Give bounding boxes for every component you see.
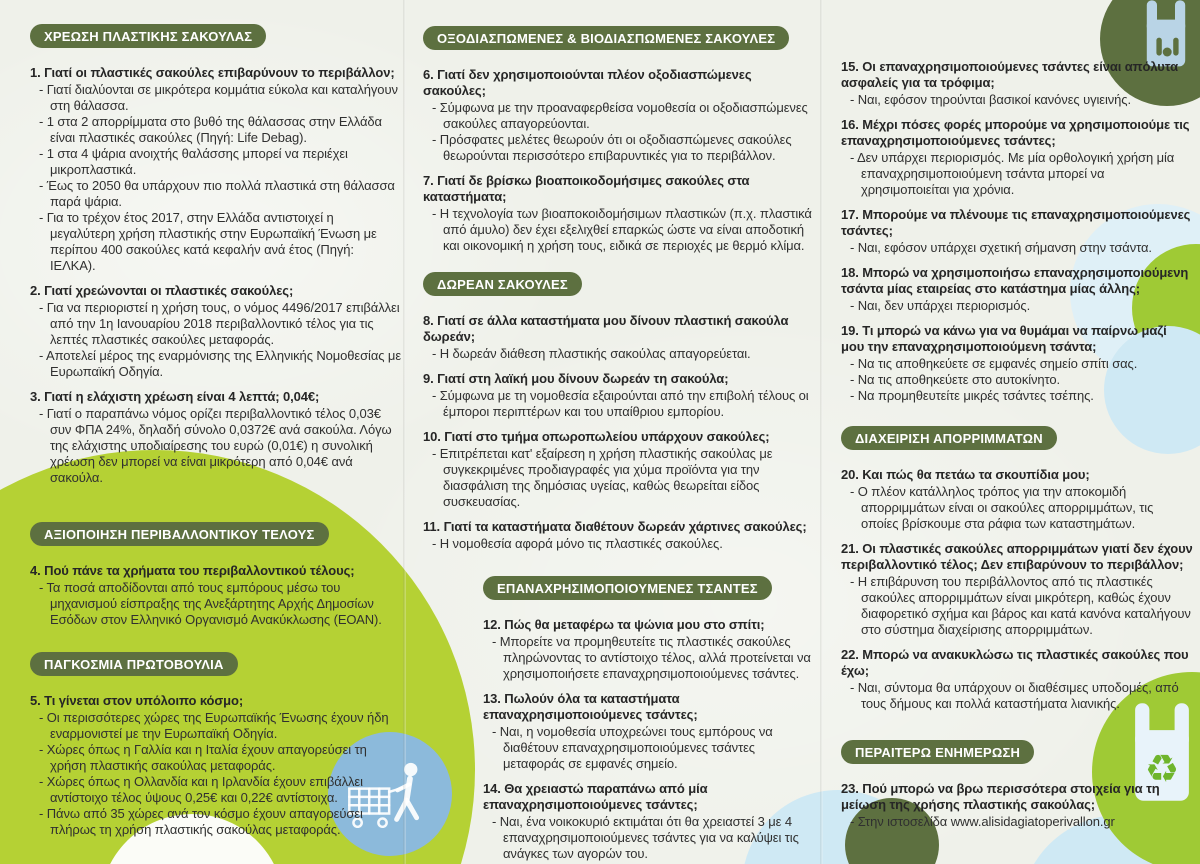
- section-header-pill: ΔΩΡΕΑΝ ΣΑΚΟΥΛΕΣ: [423, 272, 582, 296]
- qa-item: [841, 117, 1193, 198]
- section-block-1-2: [30, 522, 402, 628]
- answer: - Ναι, ένα νοικοκυριό εκτιμάται ότι θα χρειαστεί 3 με 4 επαναχρησιμοποιούμενες τσάντες για να καλύψει τις ανάγκες των αγορών του.: [492, 814, 799, 861]
- answer: - Γιατί ο παραπάνω νόμος ορίζει περιβαλλοντικό τέλος 0,03€ συν ΦΠΑ 24%, δηλαδή σύνολο 0,0372€ ανά σακούλα. Λόγω της ελάχιστης υποδιαίρεσης του ευρώ (0,01€) η συνολική χρέωση δεν μπορεί να είναι μικρότερη από 0,04€ ανά σακούλα.: [39, 406, 392, 485]
- fold-line-left: [403, 0, 406, 864]
- qa-item: [423, 67, 815, 164]
- qa-item: [30, 65, 402, 274]
- answer: - Γιατί διαλύονται σε μικρότερα κομμάτια εύκολα και καταλήγουν στη θάλασσα.: [39, 82, 398, 113]
- qa-item: [483, 781, 813, 862]
- question: 3. Γιατί η ελάχιστη χρέωση είναι 4 λεπτά; 0,04€;: [30, 389, 320, 404]
- column-2: [423, 26, 815, 862]
- question: 7. Γιατί δε βρίσκω βιοαποικοδομήσιμες σακούλες στα καταστήματα;: [423, 173, 750, 204]
- qa-item: [841, 265, 1193, 314]
- question: 20. Και πώς θα πετάω τα σκουπίδια μου;: [841, 467, 1090, 482]
- question: 9. Γιατί στη λαϊκή μου δίνουν δωρεάν τη σακούλα;: [423, 371, 729, 386]
- answer: - Να τις αποθηκεύετε σε εμφανές σημείο σπίτι σας.: [850, 356, 1138, 371]
- recycle-symbol: ♻: [1144, 747, 1180, 793]
- question: 2. Γιατί χρεώνονται οι πλαστικές σακούλες;: [30, 283, 294, 298]
- column-3: [841, 50, 1193, 830]
- section-header-pill: ΧΡΕΩΣΗ ΠΛΑΣΤΙΚΗΣ ΣΑΚΟΥΛΑΣ: [30, 24, 266, 48]
- section-block-1-3: [30, 652, 402, 838]
- answer: - Ναι, εφόσον τηρούνται βασικοί κανόνες υγιεινής.: [850, 92, 1131, 107]
- answer: - Για το τρέχον έτος 2017, στην Ελλάδα αντιστοιχεί η μεγαλύτερη χρήση πλαστικής στην Ευρωπαϊκή Ένωση με περίπου 400 σακούλες κατά κεφαλήν ανά έτος (Πηγή: ΙΕΛΚΑ).: [39, 210, 377, 273]
- qa-item: [30, 389, 402, 486]
- question: 17. Μπορούμε να πλένουμε τις επαναχρησιμοποιούμενες τσάντες;: [841, 207, 1191, 238]
- question: 4. Πού πάνε τα χρήματα του περιβαλλοντικού τέλους;: [30, 563, 355, 578]
- question: 23. Πού μπορώ να βρω περισσότερα στοιχεία για τη μείωση της χρήσης πλαστικής σακούλας;: [841, 781, 1160, 812]
- answer: - Για να περιοριστεί η χρήση τους, ο νόμος 4496/2017 επιβάλλει από την 1η Ιανουαρίου 2018 περιβαλλοντικό τέλος για τις λεπτές πλαστικές σακούλες μεταφοράς.: [39, 300, 400, 347]
- section-block-2-2: [423, 272, 815, 552]
- qa-item: [841, 323, 1193, 404]
- qa-item: [841, 541, 1193, 638]
- answer: - Ναι, σύντομα θα υπάρχουν οι διαθέσιμες υποδομές, από τους δήμους και πολλά καταστήματα λιανικής.: [850, 680, 1179, 711]
- answer: - Η νομοθεσία αφορά μόνο τις πλαστικές σακούλες.: [432, 536, 723, 551]
- answer: - Η δωρεάν διάθεση πλαστικής σακούλας απαγορεύεται.: [432, 346, 751, 361]
- question: 1. Γιατί οι πλαστικές σακούλες επιβαρύνουν το περιβάλλον;: [30, 65, 395, 80]
- answer: - 1 στα 2 απορρίμματα στο βυθό της θάλασσας στην Ελλάδα είναι πλαστικές σακούλες (Πηγή: Life Debag).: [39, 114, 382, 145]
- answer: - Τα ποσά αποδίδονται από τους εμπόρους μέσω του μηχανισμού είσπραξης της Ανεξάρτητης Αρχής Δημοσίων Εσόδων στον Ελληνικό Οργανισμό Ανακύκλωσης (ΕΟΑΝ).: [39, 580, 382, 627]
- question: 21. Οι πλαστικές σακούλες απορριμμάτων γιατί δεν έχουν περιβαλλοντικό τέλος; Δεν επιβαρύνουν το περιβάλλον;: [841, 541, 1193, 572]
- answer: - Να τις αποθηκεύετε στο αυτοκίνητο.: [850, 372, 1061, 387]
- question: 16. Μέχρι πόσες φορές μπορούμε να χρησιμοποιούμε τις επαναχρησιμοποιούμενες τσάντες;: [841, 117, 1190, 148]
- section-block-2-3: [483, 576, 813, 862]
- question: 10. Γιατί στο τμήμα οπωροπωλείου υπάρχουν σακούλες;: [423, 429, 770, 444]
- question: 15. Οι επαναχρησιμοποιούμενες τσάντες είναι απόλυτα ασφαλείς για τα τρόφιμα;: [841, 59, 1178, 90]
- section-block-3-2: [841, 426, 1193, 712]
- question: 13. Πωλούν όλα τα καταστήματα επαναχρησιμοποιούμενες τσάντες;: [483, 691, 698, 722]
- section-header-pill: ΑΞΙΟΠΟΙΗΣΗ ΠΕΡΙΒΑΛΛΟΝΤΙΚΟΥ ΤΕΛΟΥΣ: [30, 522, 329, 546]
- answer: - 1 στα 4 ψάρια ανοιχτής θαλάσσης μπορεί να περιέχει μικροπλαστικά.: [39, 146, 348, 177]
- qa-item: [483, 691, 813, 772]
- qa-item: [423, 173, 815, 254]
- answer: - Ναι, εφόσον υπάρχει σχετική σήμανση στην τσάντα.: [850, 240, 1152, 255]
- qa-item: [841, 781, 1193, 830]
- answer: - Έως το 2050 θα υπάρχουν πιο πολλά πλαστικά στη θάλασσα παρά ψάρια.: [39, 178, 395, 209]
- section-header-pill: ΟΞΟΔΙΑΣΠΩΜΕΝΕΣ & ΒΙΟΔΙΑΣΠΩΜΕΝΕΣ ΣΑΚΟΥΛΕΣ: [423, 26, 789, 50]
- qa-item: [423, 519, 815, 552]
- qa-item: [483, 617, 813, 682]
- section-block-2-1: [423, 26, 815, 254]
- answer: - Να προμηθευτείτε μικρές τσάντες τσέπης.: [850, 388, 1094, 403]
- answer: - Πρόσφατες μελέτες θεωρούν ότι οι οξοδιασπώμενες σακούλες θεωρούνται περισσότερο επιβαρυντικές για το περιβάλλον.: [432, 132, 792, 163]
- question: 8. Γιατί σε άλλα καταστήματα μου δίνουν πλαστική σακούλα δωρεάν;: [423, 313, 789, 344]
- answer: - Αποτελεί μέρος της εναρμόνισης της Ελληνικής Νομοθεσίας με Ευρωπαϊκή Οδηγία.: [39, 348, 402, 379]
- qa-item: [841, 647, 1193, 712]
- question: 12. Πώς θα μεταφέρω τα ψώνια μου στο σπίτι;: [483, 617, 765, 632]
- answer: - Οι περισσότερες χώρες της Ευρωπαϊκής Ένωσης έχουν ήδη εναρμονιστεί με την Ευρωπαϊκή Οδηγία.: [39, 710, 389, 741]
- answer: - Ναι, η νομοθεσία υποχρεώνει τους εμπόρους να διαθέτουν επαναχρησιμοποιούμενες τσάντες μεταφοράς σε εμφανές σημείο.: [492, 724, 773, 771]
- qa-item: [30, 283, 402, 380]
- answer: - Ναι, δεν υπάρχει περιορισμός.: [850, 298, 1031, 313]
- column-1: [30, 24, 402, 838]
- question: 22. Μπορώ να ανακυκλώσω τις πλαστικές σακούλες που έχω;: [841, 647, 1189, 678]
- answer: - Δεν υπάρχει περιορισμός. Με μία ορθολογική χρήση μία επαναχρησιμοποιούμενη τσάντα μπορεί να χρησιμοποιείται για χρόνια.: [850, 150, 1175, 197]
- section-block-3-3: [841, 740, 1193, 830]
- section-header-pill: ΠΑΓΚΟΣΜΙΑ ΠΡΩΤΟΒΟΥΛΙΑ: [30, 652, 238, 676]
- answer: - Η επιβάρυνση του περιβάλλοντος από τις πλαστικές σακούλες απορριμμάτων είναι μικρότερη, καθώς έχουν διαφορετικό σχήμα και βάρος και κατά κανόνα καταλήγουν στο σύστημα διαχείρισης απορριμμάτων.: [850, 574, 1191, 637]
- answer: - Χώρες όπως η Ολλανδία και η Ιρλανδία έχουν επιβάλλει αντίστοιχο τέλος ύψους 0,25€ και 0,22€ αντίστοιχα.: [39, 774, 363, 805]
- section-header-pill: ΔΙΑΧΕΙΡΙΣΗ ΑΠΟΡΡΙΜΜΑΤΩΝ: [841, 426, 1057, 450]
- section-header-pill: ΕΠΑΝΑΧΡΗΣΙΜΟΠΟΙΟΥΜΕΝΕΣ ΤΣΑΝΤΕΣ: [483, 576, 772, 600]
- qa-item: [423, 313, 815, 362]
- qa-item: [841, 207, 1193, 256]
- answer: - Χώρες όπως η Γαλλία και η Ιταλία έχουν απαγορεύσει τη χρήση πλαστικής σακούλας μεταφοράς.: [39, 742, 367, 773]
- answer: - Επιτρέπεται κατ' εξαίρεση η χρήση πλαστικής σακούλας με συγκεκριμένες προδιαγραφές για χύμα προϊόντα για την διασφάλιση της δημόσιας υγείας, καθώς θεωρείται είδος συσκευασίας.: [432, 446, 773, 509]
- qa-item: [423, 371, 815, 420]
- answer: - Στην ιστοσελίδα www.alisidagiatoperivallon.gr: [850, 814, 1115, 829]
- section-header-pill: ΠΕΡΑΙΤΕΡΩ ΕΝΗΜΕΡΩΣΗ: [841, 740, 1034, 764]
- question: 6. Γιατί δεν χρησιμοποιούνται πλέον οξοδιασπώμενες σακούλες;: [423, 67, 752, 98]
- question: 5. Τι γίνεται στον υπόλοιπο κόσμο;: [30, 693, 244, 708]
- fold-line-right: [820, 0, 823, 864]
- answer: - Ο πλέον κατάλληλος τρόπος για την αποκομιδή απορριμμάτων είναι οι σακούλες απορριμμάτων, τις οποίες βρίσκουμε στα ράφια των καταστημάτων.: [850, 484, 1154, 531]
- qa-item: [30, 563, 402, 628]
- qa-item: [423, 429, 815, 510]
- question: 11. Γιατί τα καταστήματα διαθέτουν δωρεάν χάρτινες σακούλες;: [423, 519, 807, 534]
- question: 14. Θα χρειαστώ παραπάνω από μία επαναχρησιμοποιούμενες τσάντες;: [483, 781, 708, 812]
- answer: - Σύμφωνα με τη νομοθεσία εξαιρούνται από την επιβολή τέλους οι έμποροι περιπτέρων και του υπαίθριου εμπορίου.: [432, 388, 809, 419]
- question: 18. Μπορώ να χρησιμοποιήσω επαναχρησιμοποιούμενη τσάντα μίας εταιρείας στο κατάστημα μίας άλλης;: [841, 265, 1189, 296]
- qa-item: [841, 59, 1193, 108]
- answer: - Σύμφωνα με την προαναφερθείσα νομοθεσία οι οξοδιασπώμενες σακούλες απαγορεύονται.: [432, 100, 808, 131]
- question: 19. Τι μπορώ να κάνω για να θυμάμαι να παίρνω μαζί μου την επαναχρησιμοποιούμενη τσάντα;: [841, 323, 1167, 354]
- section-block-3-1: [841, 59, 1193, 404]
- answer: - Μπορείτε να προμηθευτείτε τις πλαστικές σακούλες πληρώνοντας το αντίστοιχο τέλος, αλλά προτείνεται να χρησιμοποιήσετε επαναχρησιμοποιούμενες τσάντες.: [492, 634, 811, 681]
- qa-item: [841, 467, 1193, 532]
- answer: - Πάνω από 35 χώρες ανά τον κόσμο έχουν απαγορεύσει πλήρως τη χρήση πλαστικής σακούλας μεταφοράς.: [39, 806, 363, 837]
- qa-item: [30, 693, 402, 838]
- section-block-1-1: [30, 24, 402, 486]
- answer: - Η τεχνολογία των βιοαποκοιδομήσιμων πλαστικών (π.χ. πλαστικά από άμυλο) δεν έχει εξελιχθεί επαρκώς ώστε να είναι αποδοτική και οικονομική η χρήση τους, ειδικά σε περιοχές με θερμό κλίμα.: [432, 206, 812, 253]
